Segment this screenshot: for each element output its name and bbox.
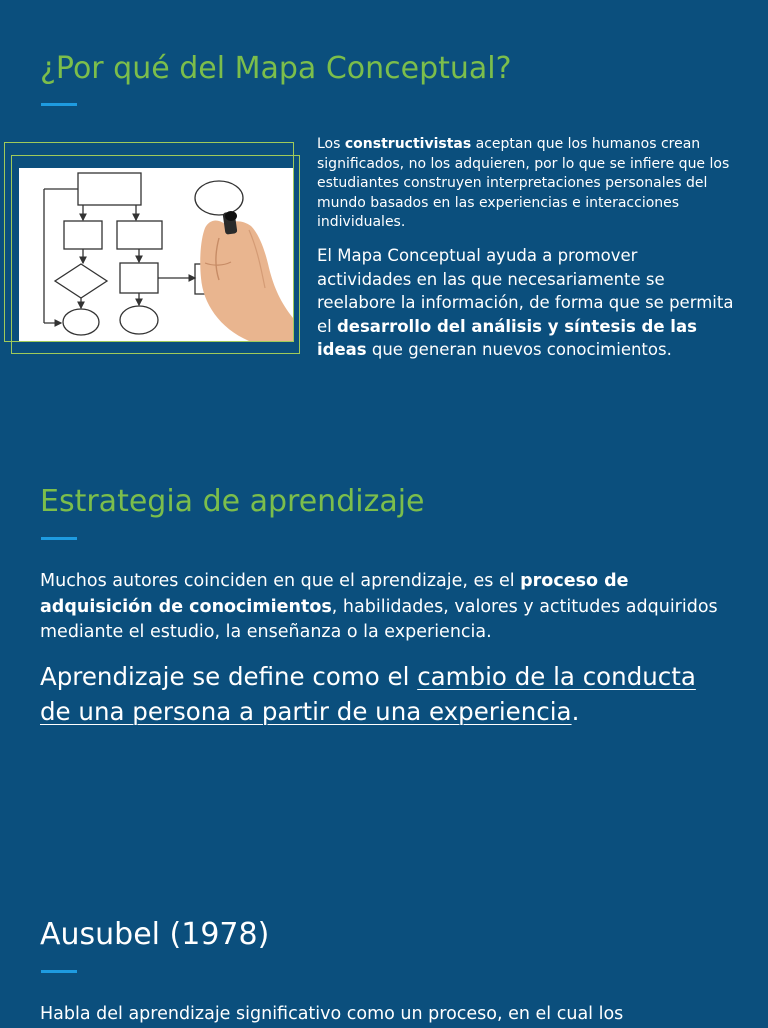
text-segment: , habilidades, valores y actitudes adquiridos mediante el estudio, la enseñanza o la experiencia. — [40, 596, 718, 642]
text-segment: . — [571, 697, 580, 726]
bold-term: proceso de adquisición de conocimientos — [40, 571, 629, 617]
section-title-mapa-conceptual: ¿Por qué del Mapa Conceptual? — [40, 51, 512, 86]
aprendizaje-definition-paragraph — [40, 569, 730, 646]
text-segment: Aprendizaje se define como el — [40, 662, 418, 691]
underlined-phrase: cambio de la conducta de una persona a partir de una experiencia — [40, 662, 696, 726]
bold-term: constructivistas — [344, 136, 472, 152]
text-segment: aceptan que los humanos crean significados, no los adquieren, por lo que se infiere que los estudiantes construyen interpretaciones personales del mundo basados en las experiencias e interacciones individuales. — [317, 136, 730, 230]
title-accent-bar — [41, 970, 77, 973]
section-title-estrategia: Estrategia de aprendizaje — [40, 484, 425, 519]
text-segment: Los — [317, 136, 345, 152]
title-accent-bar — [41, 103, 77, 106]
section-title-ausubel: Ausubel (1978) — [40, 917, 270, 952]
mapa-conceptual-paragraph — [317, 244, 737, 362]
text-segment: Muchos autores coinciden en que el aprendizaje, es el — [40, 571, 521, 591]
bold-term: desarrollo del análisis y síntesis de las ideas — [317, 316, 697, 359]
flowchart-drawing-hand-icon — [19, 168, 293, 341]
constructivistas-paragraph — [317, 135, 737, 233]
ausubel-paragraph: Habla del aprendizaje significativo como un proceso, en el cual los — [40, 1004, 624, 1024]
title-accent-bar — [41, 537, 77, 540]
text-segment: El Mapa Conceptual ayuda a promover actividades en las que necesariamente se reelabore la información, de forma que se permita el — [317, 246, 734, 336]
aprendizaje-highlight-paragraph — [40, 659, 730, 729]
text-segment: que generan nuevos conocimientos. — [366, 340, 672, 359]
